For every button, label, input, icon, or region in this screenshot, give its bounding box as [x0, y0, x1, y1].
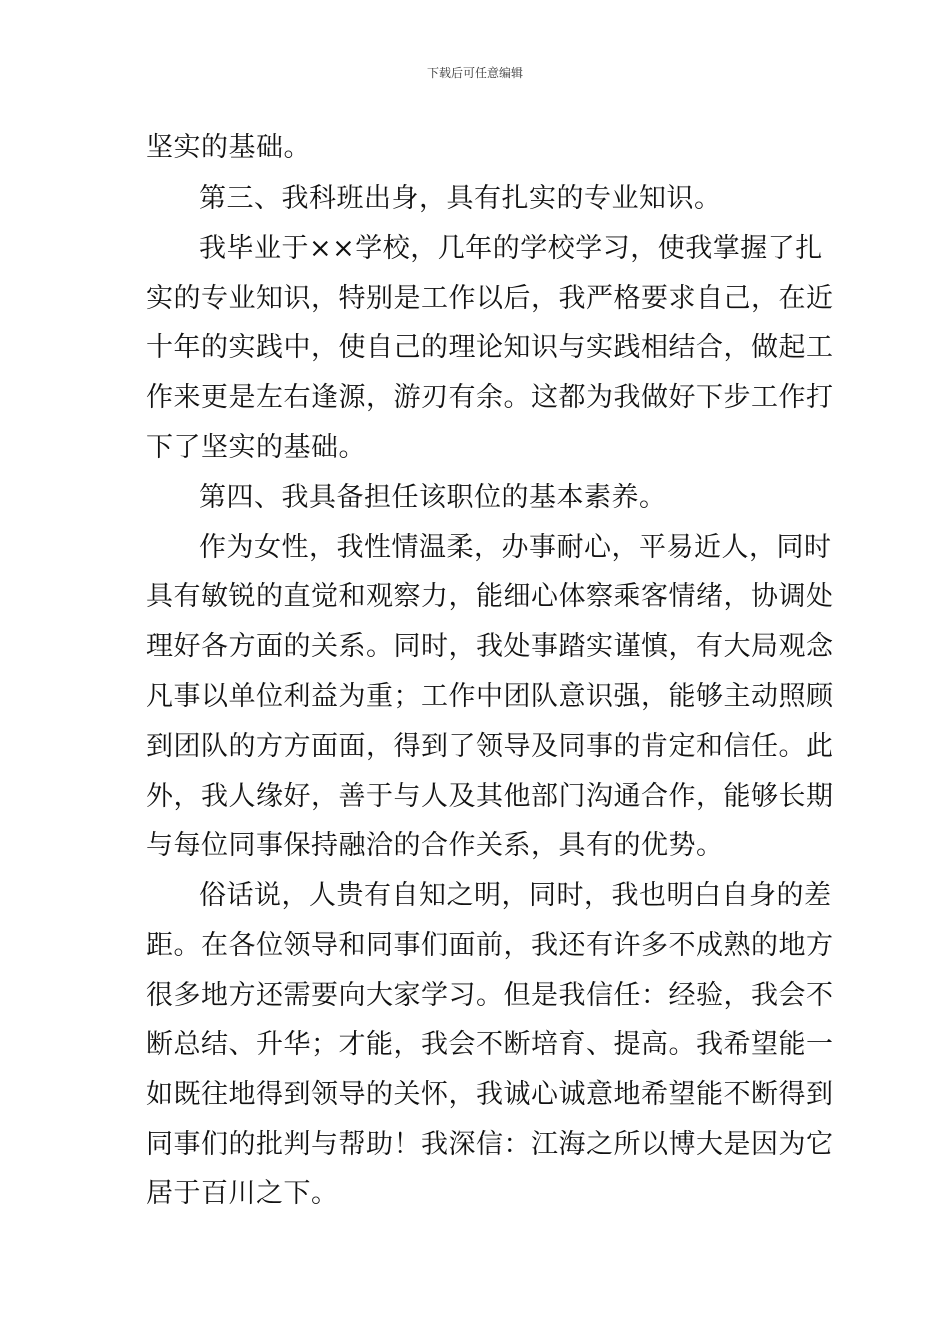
section-heading: 第四、我具备担任该职位的基本素养。 — [199, 482, 667, 513]
text-line: 坚实的基础。 — [146, 132, 311, 163]
text-line: 与每位同事保持融洽的合作关系，具有的优势。 — [146, 830, 724, 861]
text-line: 理好各方面的关系。同时，我处事踏实谨慎，有大局观念 — [146, 631, 834, 662]
page-header: 下载后可任意编辑 — [426, 66, 523, 80]
text-line: 断总结、升华；才能，我会不断培育、提高。我希望能一 — [146, 1029, 834, 1060]
text-line: 实的专业知识，特别是工作以后，我严格要求自己，在近 — [146, 283, 834, 314]
text-line: 如既往地得到领导的关怀，我诚心诚意地希望能不断得到 — [146, 1079, 834, 1110]
text-line: 很多地方还需要向大家学习。但是我信任：经验，我会不 — [146, 980, 834, 1011]
text-line: 下了坚实的基础。 — [146, 432, 366, 463]
text-line: 到团队的方方面面，得到了领导及同事的肯定和信任。此 — [146, 731, 834, 762]
text-line: 作为女性，我性情温柔，办事耐心，平易近人，同时 — [199, 532, 832, 563]
text-line: 俗话说，人贵有自知之明，同时，我也明白自身的差 — [199, 880, 832, 911]
text-line: 距。在各位领导和同事们面前，我还有许多不成熟的地方 — [146, 930, 834, 961]
text-line: 作来更是左右逢源，游刃有余。这都为我做好下步工作打 — [146, 382, 834, 413]
text-line: 十年的实践中，使自己的理论知识与实践相结合，做起工 — [146, 332, 834, 363]
text-line: 外，我人缘好，善于与人及其他部门沟通合作，能够长期 — [146, 781, 834, 812]
text-line: 凡事以单位利益为重；工作中团队意识强，能够主动照顾 — [146, 681, 834, 712]
text-line: 我毕业于××学校，几年的学校学习，使我掌握了扎 — [199, 233, 823, 264]
section-heading: 第三、我科班出身，具有扎实的专业知识。 — [199, 183, 722, 214]
text-line: 具有敏锐的直觉和观察力，能细心体察乘客情绪，协调处 — [146, 581, 834, 612]
text-line: 居于百川之下。 — [146, 1178, 339, 1209]
text-line: 同事们的批判与帮助！我深信：江海之所以博大是因为它 — [146, 1129, 834, 1160]
